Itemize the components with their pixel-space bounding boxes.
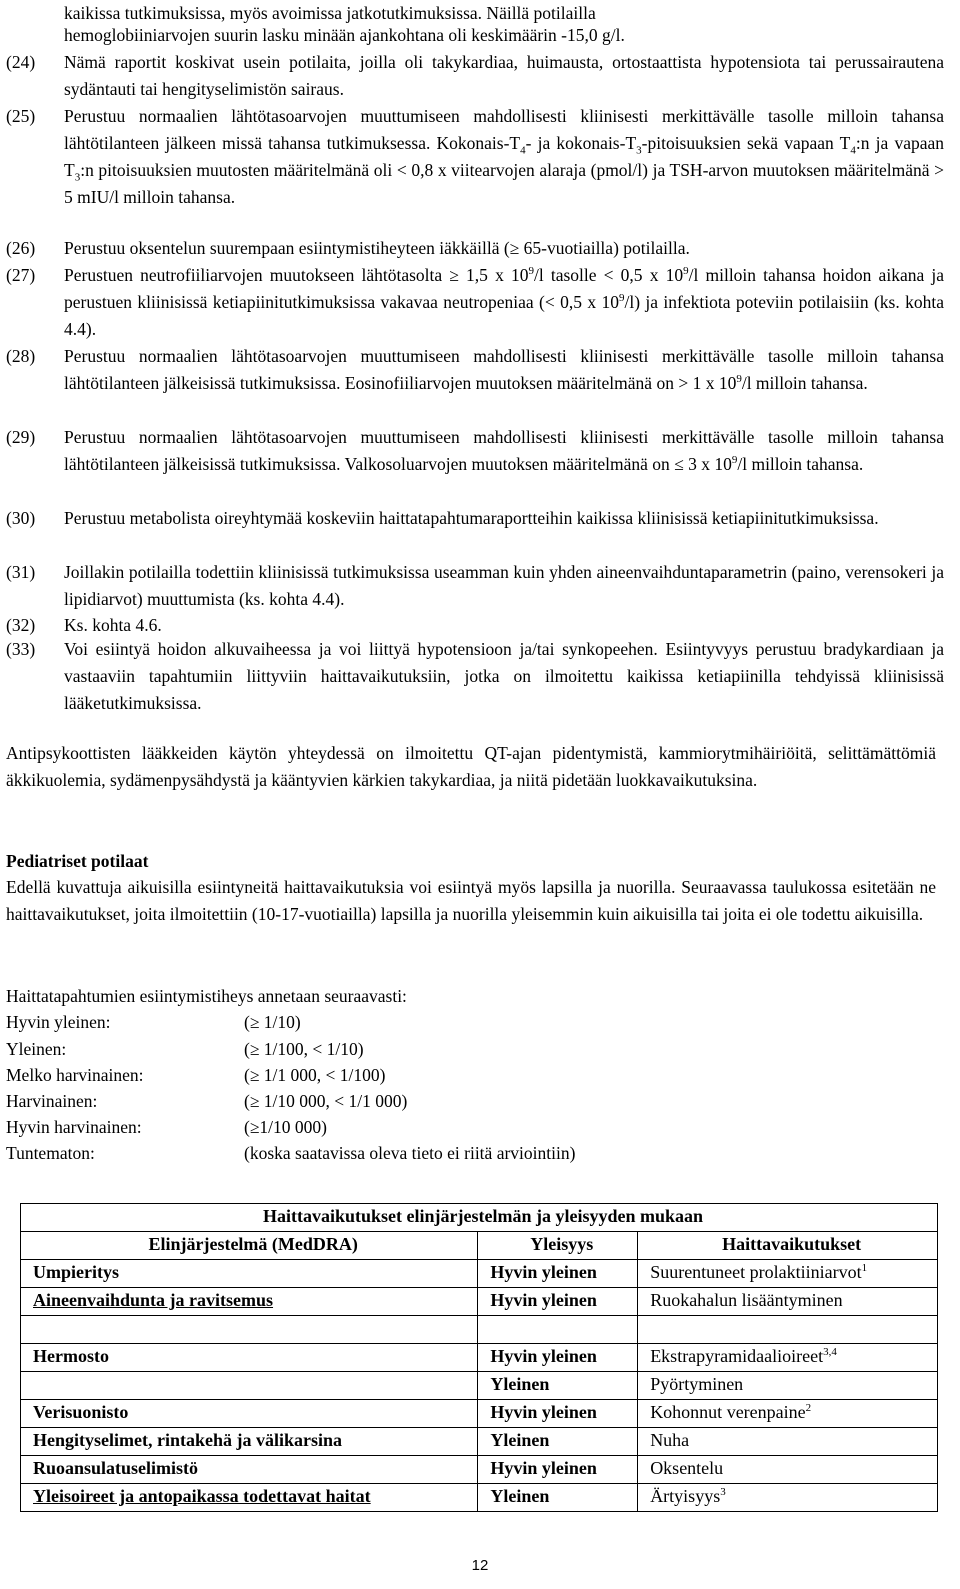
table-header-row bbox=[21, 1232, 938, 1260]
table-row bbox=[21, 1456, 938, 1484]
footnote-text: Perustuu metabolista oireyhtymää koskeviin haittatapahtumaraportteihin kaikissa kliinisissä ketiapiinitutkimuksissa. bbox=[64, 508, 879, 528]
table-row bbox=[21, 1344, 938, 1372]
table-row bbox=[21, 1316, 938, 1344]
footnote-number: (33) bbox=[6, 639, 36, 659]
footnote-number: (28) bbox=[6, 346, 36, 366]
qt-paragraph: Antipsykoottisten lääkkeiden käytön yhteydessä on ilmoitettu QT-ajan pidentymistä, kammiorytmihäiriöitä, selittämättömiä äkkikuolemia, sydämenpysähdystä ja kääntyvien kärkien takykardiaa, ja niitä pidetään luokkavaikutuksina. bbox=[6, 743, 936, 790]
frequency-label: Yleinen: bbox=[6, 1039, 67, 1059]
adverse-effects-table bbox=[20, 1203, 938, 1512]
effect-cell: Kohonnut verenpaine$^2$ bbox=[638, 1400, 938, 1428]
frequency-value: (≥ 1/1 000, < 1/100) bbox=[244, 1065, 386, 1085]
frequency-cell bbox=[478, 1316, 638, 1344]
table-row bbox=[21, 1288, 938, 1316]
effect-cell: Suurentuneet prolaktiiniarvot$^1$ bbox=[638, 1260, 938, 1288]
column-header: Yleisyys bbox=[478, 1232, 638, 1260]
effect-cell: Nuha bbox=[638, 1428, 938, 1456]
table-row bbox=[21, 1428, 938, 1456]
footnote-number: (29) bbox=[6, 427, 36, 447]
frequency-label: Harvinainen: bbox=[6, 1091, 98, 1111]
continued-text-line-1: kaikissa tutkimuksissa, myös avoimissa jatkotutkimuksissa. Näillä potilailla bbox=[64, 3, 596, 23]
footnote-number: (26) bbox=[6, 238, 36, 258]
frequency-cell: Hyvin yleinen bbox=[478, 1344, 638, 1372]
frequency-label: Melko harvinainen: bbox=[6, 1065, 144, 1085]
organ-cell: Aineenvaihdunta ja ravitsemus bbox=[21, 1288, 478, 1316]
footnote-number: (30) bbox=[6, 508, 36, 528]
frequency-cell: Hyvin yleinen bbox=[478, 1288, 638, 1316]
footnote-number: (32) bbox=[6, 615, 36, 635]
footnote-text: Perustuu normaalien lähtötasoarvojen muuttumiseen mahdollisesti kliinisesti merkittävälle tasolle milloin tahansa lähtötilanteen jälkeisissä tutkimuksissa. Valkosoluarvojen muutoksen määritelmänä on ≤ 3 x $10^9/l$ milloin tahansa. bbox=[64, 427, 944, 474]
continued-text-line-2: hemoglobiiniarvojen suurin lasku minään ajankohtana oli keskimäärin -15,0 g/l. bbox=[64, 25, 625, 45]
footnote-text: Voi esiintyä hoidon alkuvaiheessa ja voi liittyä hypotensioon ja/tai synkopeehen. Esiintyvyys perustuu bradykardiaan ja vastaaviin tapahtumiin liittyviin haittavaikutuksiin, jotka on ilmoitettu kaikissa ketiapiinilla tehdyissä kliinisissä lääketutkimuksissa. bbox=[64, 639, 944, 713]
table-row bbox=[21, 1484, 938, 1512]
frequency-label: Hyvin harvinainen: bbox=[6, 1117, 142, 1137]
footnote-text: Perustuu normaalien lähtötasoarvojen muuttumiseen mahdollisesti kliinisesti merkittävälle tasolle milloin tahansa lähtötilanteen jälkeen missä tahansa tutkimuksessa. Kokonais-$T_4-$ ja kokonais-$T_3$-pitoisuuksien sekä vapaan $T_4:n$ ja vapaan $T_3:n$ pitoisuuksien muutosten määritelmänä oli < 0,8 x viitearvojen alaraja (pmol/l) ja TSH-arvon muutoksen määritelmänä > 5 mIU/l milloin tahansa. bbox=[64, 106, 945, 207]
column-header: Elinjärjestelmä (MedDRA) bbox=[21, 1232, 478, 1260]
table-title: Haittavaikutukset elinjärjestelmän ja yleisyyden mukaan bbox=[21, 1204, 938, 1232]
effect-cell: Ruokahalun lisääntyminen bbox=[638, 1288, 938, 1316]
frequency-cell: Hyvin yleinen bbox=[478, 1400, 638, 1428]
organ-cell: Verisuonisto bbox=[21, 1400, 478, 1428]
organ-cell bbox=[21, 1372, 478, 1400]
footnote-text: Perustuu normaalien lähtötasoarvojen muuttumiseen mahdollisesti kliinisesti merkittävälle tasolle milloin tahansa lähtötilanteen jälkeisissä tutkimuksissa. Eosinofiiliarvojen muutoksen määritelmänä on > 1 x $10^9/l$ milloin tahansa. bbox=[64, 346, 944, 393]
page-number: 12 bbox=[471, 1557, 489, 1574]
frequency-cell: Yleinen bbox=[478, 1484, 638, 1512]
footnote-number: (31) bbox=[6, 562, 36, 582]
footnote-text: Ks. kohta 4.6. bbox=[64, 615, 162, 635]
effect-cell: Pyörtyminen bbox=[638, 1372, 938, 1400]
organ-cell bbox=[21, 1316, 478, 1344]
table-row bbox=[21, 1372, 938, 1400]
footnote-text: Nämä raportit koskivat usein potilaita, joilla oli takykardiaa, huimausta, ortostaattista hypotensiota tai perussairautena sydäntauti tai hengityselimistön sairaus. bbox=[64, 52, 944, 99]
frequency-value: (koska saatavissa oleva tieto ei riitä arviointiin) bbox=[244, 1143, 576, 1163]
effect-cell bbox=[638, 1316, 938, 1344]
table-title-row bbox=[21, 1204, 938, 1232]
column-header: Haittavaikutukset bbox=[638, 1232, 938, 1260]
organ-cell: Ruoansulatuselimistö bbox=[21, 1456, 478, 1484]
frequency-cell: Yleinen bbox=[478, 1372, 638, 1400]
frequency-cell: Yleinen bbox=[478, 1428, 638, 1456]
footnote-text: Joillakin potilailla todettiin kliinisissä tutkimuksissa useamman kuin yhden aineenvaihduntaparametrin (paino, verensokeri ja lipidiarvot) muuttumista (ks. kohta 4.4). bbox=[64, 562, 944, 609]
pediatric-heading: Pediatriset potilaat bbox=[6, 851, 149, 871]
pediatric-text: Edellä kuvattuja aikuisilla esiintyneitä haittavaikutuksia voi esiintyä myös lapsilla ja nuorilla. Seuraavassa taulukossa esitetään ne haittavaikutukset, joita ilmoitettiin (10-17-vuotiailla) lapsilla ja nuorilla yleisemmin kuin aikuisilla tai joita ei ole todettu aikuisilla. bbox=[6, 877, 936, 924]
effect-cell: Ekstrapyramidaalioireet$^{3,4}$ bbox=[638, 1344, 938, 1372]
frequency-value: (≥ 1/10) bbox=[244, 1012, 301, 1032]
organ-cell: Hengityselimet, rintakehä ja välikarsina bbox=[21, 1428, 478, 1456]
table-row bbox=[21, 1400, 938, 1428]
organ-cell: Hermosto bbox=[21, 1344, 478, 1372]
footnote-text: Perustuu oksentelun suurempaan esiintymistiheyteen iäkkäillä (≥ 65-vuotiailla) potilailla. bbox=[64, 238, 690, 258]
organ-cell: Yleisoireet ja antopaikassa todettavat haitat bbox=[21, 1484, 478, 1512]
frequency-cell: Hyvin yleinen bbox=[478, 1260, 638, 1288]
frequency-label: Tuntematon: bbox=[6, 1143, 95, 1163]
footnote-number: (25) bbox=[6, 106, 36, 126]
frequency-value: (≥ 1/100, < 1/10) bbox=[244, 1039, 364, 1059]
frequency-value: (≥1/10 000) bbox=[244, 1117, 327, 1137]
effect-cell: Oksentelu bbox=[638, 1456, 938, 1484]
footnote-text: Perustuen neutrofiiliarvojen muutokseen lähtötasolta ≥ 1,5 x $10^9/l$ tasolle < 0,5 x $10^9/l$ milloin tahansa hoidon aikana ja perustuen kliinisissä ketiapiinitutkimuksissa vakavaa neutropeniaa (< 0,5 x $10^9/l$) ja infektiota poteviin potilaisiin (ks. kohta 4.4). bbox=[64, 265, 944, 339]
footnote-number: (27) bbox=[6, 265, 36, 285]
frequency-label: Hyvin yleinen: bbox=[6, 1012, 111, 1032]
frequency-value: (≥ 1/10 000, < 1/1 000) bbox=[244, 1091, 408, 1111]
table-row bbox=[21, 1260, 938, 1288]
footnote-number: (24) bbox=[6, 52, 36, 72]
effect-cell: Ärtyisyys$^3$ bbox=[638, 1484, 938, 1512]
frequency-intro: Haittatapahtumien esiintymistiheys annetaan seuraavasti: bbox=[6, 986, 407, 1006]
frequency-cell: Hyvin yleinen bbox=[478, 1456, 638, 1484]
organ-cell: Umpieritys bbox=[21, 1260, 478, 1288]
